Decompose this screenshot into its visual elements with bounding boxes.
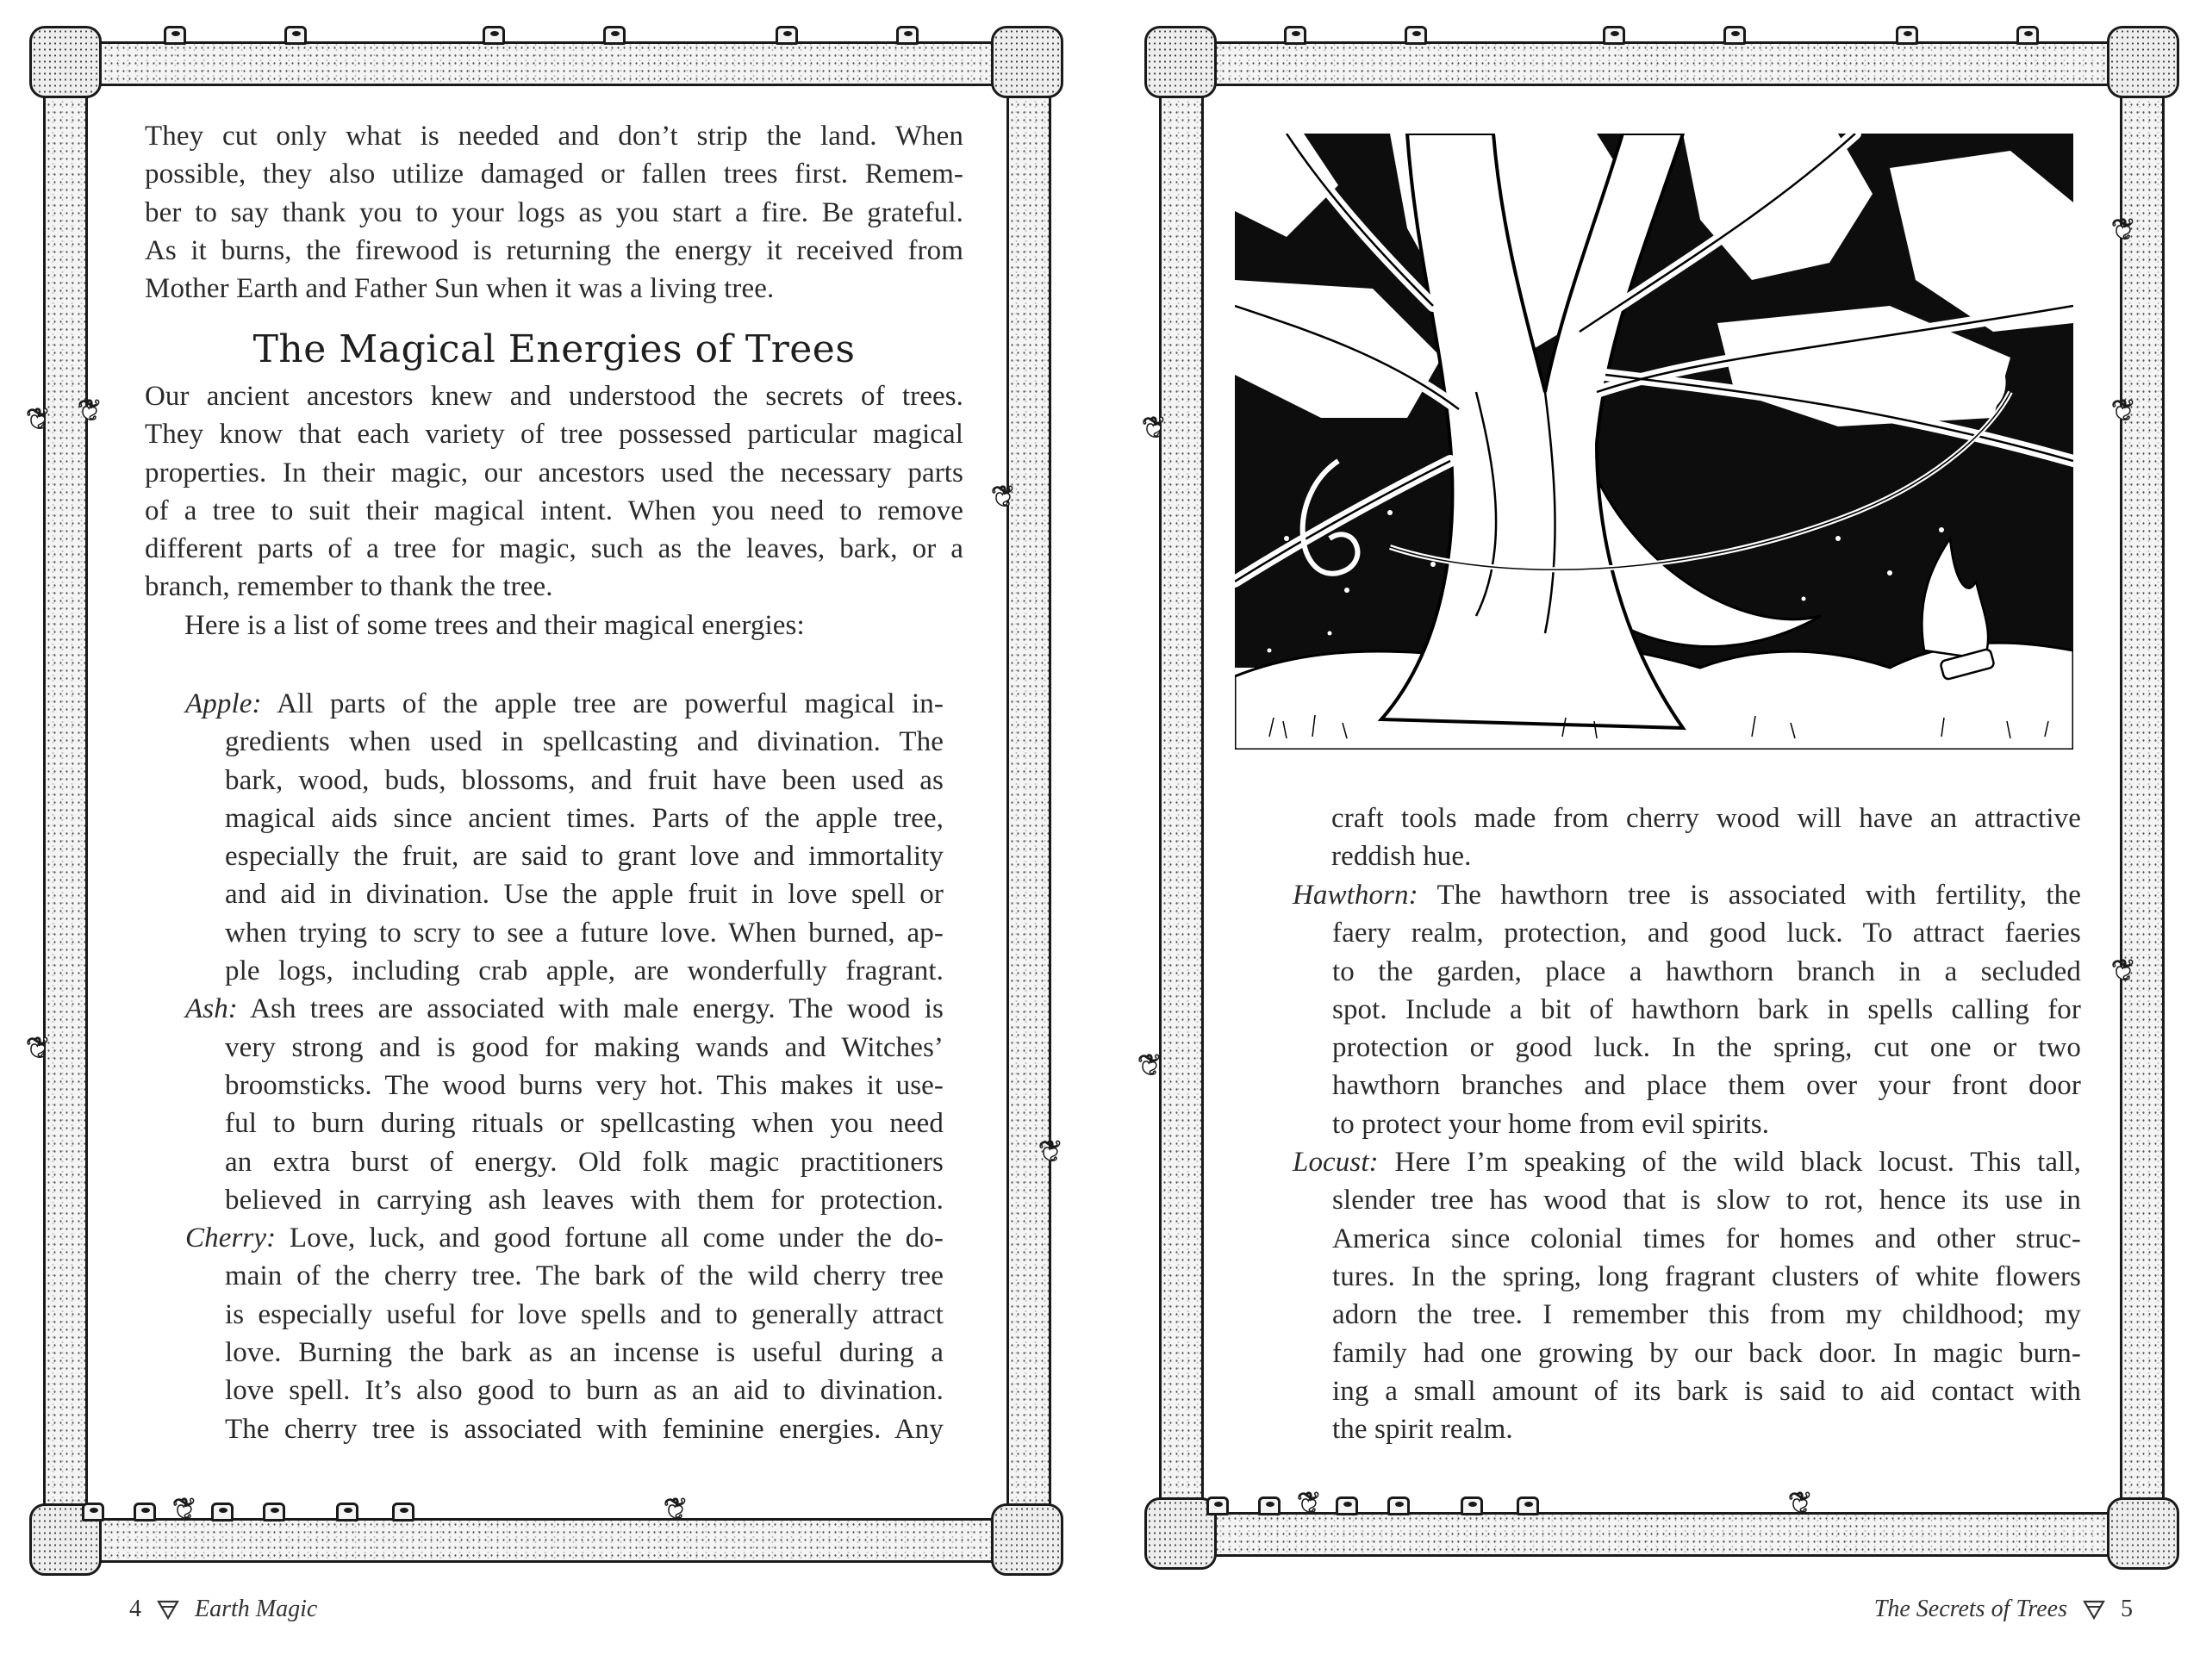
ivy-leaf-icon: ❦ [1137,1048,1162,1083]
text-line: Our ancient ancestors knew and understood the secrets of trees. [145,381,963,412]
text-line: ing a small amount of its bark is said to aid contact with [1332,1375,2081,1407]
ivy-leaf-icon: ❦ [26,1031,51,1066]
paragraph-firewood [145,117,963,308]
text-line: broomsticks. The wood burns very hot. This makes it use- [225,1069,944,1101]
page-footer-left [129,1596,317,1623]
tree-night-illustration [1235,134,2073,750]
branch-knot-icon [1284,26,1306,45]
text-line: branch, remember to thank the tree. [145,571,553,603]
branch-border-top [1163,41,2163,86]
text-line: love spell. It’s also good to burn as an aid to divination. [225,1375,944,1407]
entry-first-line [1293,1143,2081,1181]
branch-border-bottom [52,1518,1043,1563]
text-line: America since colonial times for homes and other struc- [1332,1223,2081,1254]
ivy-leaf-icon: ❦ [2111,954,2136,988]
branch-knot-icon [211,1503,234,1521]
text-line: believed in carrying ash leaves with them for protection. [225,1184,944,1216]
ivy-leaf-icon: ❦ [172,1492,197,1527]
branch-knot-icon [1723,26,1746,45]
branch-knot-icon [1603,26,1625,45]
entry-term: Apple: [185,688,262,719]
tree-entry-hawthorn [1293,876,2081,1143]
right-page [1112,0,2206,1680]
branch-corner-top-left [1144,26,1217,98]
text-line: Mother Earth and Father Sun when it was a living tree. [145,273,775,305]
text-line: when trying to scry to see a future love. When burned, ap- [225,917,944,949]
text-line: bark, wood, buds, blossoms, and fruit have been used as [225,764,944,796]
left-page [0,0,1094,1680]
text-line: spot. Include a bit of hawthorn bark in spells calling for [1332,993,2081,1025]
text-line: magical aids since ancient times. Parts of the apple tree, [225,802,944,834]
earth-element-icon [157,1599,179,1620]
branch-corner-bottom-right [991,1503,1063,1576]
text-line: ple logs, including crab apple, are wonderfully fragrant. [225,955,944,987]
branch-knot-icon [483,26,505,45]
cherry-continuation [1331,800,2081,876]
branch-border-top [52,41,1043,86]
text-line: slender tree has wood that is slow to rot, hence its use in [1332,1185,2081,1216]
ivy-leaf-icon: ❦ [1788,1486,1813,1521]
branch-knot-icon [776,26,798,45]
entry-text: All parts of the apple tree are powerful magical in- [261,688,944,719]
branch-knot-icon [896,26,919,45]
branch-knot-icon [1405,26,1427,45]
running-title: The Secrets of Trees [1873,1596,2067,1622]
text-line: They cut only what is needed and don’t strip the land. When [145,121,963,152]
tree-entries-right [1293,876,2081,1448]
running-title: Earth Magic [195,1596,318,1622]
branch-corner-top-right [2107,26,2179,98]
text-line: possible, they also utilize damaged or fallen trees first. Remem- [145,159,963,190]
branch-knot-icon [1258,1496,1281,1515]
text-line: adorn the tree. I remember this from my childhood; my [1332,1299,2081,1331]
ivy-leaf-icon: ❦ [991,480,1016,514]
text-line: craft tools made from cherry wood will have an attractive [1331,803,2081,834]
entry-first-line [185,990,944,1028]
text-line: They know that each variety of tree possessed particular magical [145,419,963,451]
branch-knot-icon [1461,1496,1483,1515]
tree-entry-locust [1293,1143,2081,1448]
branch-knot-icon [603,26,626,45]
branch-knot-icon [1336,1496,1358,1515]
branch-corner-top-right [991,26,1063,98]
text-line: the spirit realm. [1332,1414,1513,1446]
text-line: especially the fruit, are said to grant love and immortality [225,841,944,873]
branch-corner-bottom-right [2107,1497,2179,1570]
entry-text: Love, luck, and good fortune all come under the do- [276,1223,944,1254]
branch-knot-icon [164,26,186,45]
ivy-leaf-icon: ❦ [1142,411,1167,445]
branch-corner-top-left [29,26,102,98]
tree-entries-left [185,685,944,1448]
text-line: family had one growing by our back door. In magic burn- [1332,1337,2081,1369]
entry-term: Locust: [1293,1147,1379,1179]
text-line: reddish hue. [1331,841,1472,873]
ivy-leaf-icon: ❦ [2111,213,2136,247]
text-line: hawthorn branches and place them over your front door [1332,1070,2081,1102]
text-line: different parts of a tree for magic, such as the leaves, bark, or a [145,533,963,565]
text-line: properties. In their magic, our ancestors used the necessary parts [145,457,963,488]
entry-term: Cherry: [185,1223,277,1254]
branch-border-left [43,52,88,1559]
text-line: very strong and is good for making wands and Witches’ [225,1031,944,1063]
page-number: 5 [2121,1596,2133,1622]
text-line: As it burns, the firewood is returning the energy it received from [145,234,963,266]
branch-knot-icon [263,1503,285,1521]
paragraph-ancestors [145,377,963,644]
page-number: 4 [129,1596,141,1622]
tree-entry-apple [185,685,944,990]
text-line: and aid in divination. Use the apple fruit in love spell or [225,879,944,911]
ivy-leaf-icon: ❦ [1038,1135,1063,1169]
branch-knot-icon [134,1503,156,1521]
text-line: protection or good luck. In the spring, cut one or two [1332,1032,2081,1064]
page-footer-right [1874,1596,2133,1623]
text-line: to the garden, place a hawthorn branch in a secluded [1332,955,2081,987]
text-line: gredients when used in spellcasting and divination. The [225,726,944,758]
ivy-leaf-icon: ❦ [1297,1486,1322,1521]
text-line: main of the cherry tree. The bark of the wild cherry tree [225,1260,944,1292]
branch-border-right [2120,52,2165,1551]
branch-knot-icon [336,1503,358,1521]
text-line: is especially useful for love spells and to generally attract [225,1298,944,1330]
text-line: an extra burst of energy. Old folk magic practitioners [225,1146,944,1178]
ivy-leaf-icon: ❦ [78,394,103,428]
earth-element-icon [2083,1599,2105,1620]
text-line: ful to burn during rituals or spellcasting when you need [225,1108,944,1140]
branch-knot-icon [2016,26,2039,45]
entry-first-line [1293,876,2081,914]
branch-knot-icon [284,26,307,45]
branch-knot-icon [1896,26,1918,45]
branch-border-right [1006,52,1051,1559]
entry-term: Ash: [185,993,238,1025]
branch-knot-icon [82,1503,104,1521]
tree-entry-cherry [185,1219,944,1448]
entry-first-line [185,1219,944,1257]
text-line: The cherry tree is associated with feminine energies. Any [225,1413,944,1445]
branch-knot-icon [392,1503,414,1521]
branch-knot-icon [1206,1496,1229,1515]
section-heading: The Magical Energies of Trees [252,327,856,371]
entry-text: The hawthorn tree is associated with fertility, the [1418,880,2081,911]
text-line: faery realm, protection, and good luck. To attract faeries [1332,918,2081,949]
tree-entry-ash [185,990,944,1219]
entry-first-line [185,685,944,723]
list-intro: Here is a list of some trees and their magical energies: [184,609,805,641]
entry-text: Here I’m speaking of the wild black locust. This tall, [1378,1147,2081,1179]
branch-knot-icon [1387,1496,1410,1515]
text-line: ber to say thank you to your logs as you start a fire. Be grateful. [145,196,963,228]
text-line: of a tree to suit their magical intent. When you need to remove [145,495,963,526]
text-line: love. Burning the bark as an incense is useful during a [225,1337,944,1369]
text-line: to protect your home from evil spirits. [1332,1108,1770,1140]
ivy-leaf-icon: ❦ [2111,394,2136,428]
branch-knot-icon [1517,1496,1539,1515]
ivy-leaf-icon: ❦ [26,402,51,437]
branch-border-left [1159,52,1204,1551]
entry-term: Hawthorn: [1293,880,1418,911]
entry-text: Ash trees are associated with male energy. The wood is [237,993,944,1025]
ivy-leaf-icon: ❦ [664,1492,689,1527]
text-line: tures. In the spring, long fragrant clusters of white flowers [1332,1260,2081,1292]
